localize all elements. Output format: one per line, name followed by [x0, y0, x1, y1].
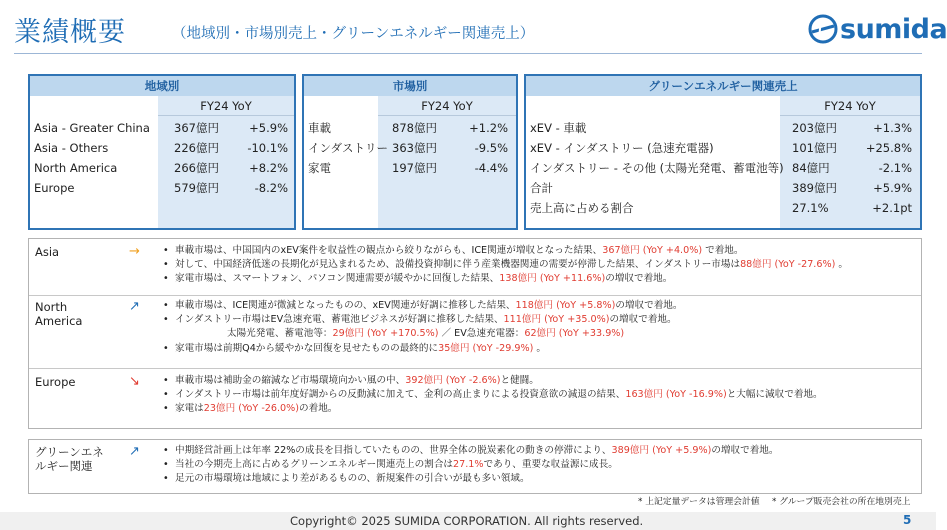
row-name: Europe [34, 181, 75, 195]
green-energy-table-title: グリーンエネルギー関連売上 [526, 76, 920, 96]
logo-text: sumida [840, 13, 947, 45]
commentary-label: North America [35, 300, 83, 328]
green-energy-commentary-box [28, 439, 922, 494]
row-yoy: -4.4% [474, 161, 508, 175]
row-name: xEV - インダストリー (急速充電器) [530, 141, 714, 155]
list-item: • 当社の今期売上高に占めるグリーンエネルギー関連売上の割合は27.1%であり、重要な収益源に成長。 [163, 458, 779, 472]
row-amount: 367億円 [174, 121, 219, 135]
commentary-label: グリーンエネルギー関連 [35, 445, 104, 473]
row-amount: 203億円 [792, 121, 837, 135]
green-energy-table [524, 74, 922, 230]
row-yoy: +25.8% [865, 141, 912, 155]
commentary-label: Asia [35, 245, 60, 259]
table-row [30, 138, 294, 158]
table-row [304, 158, 516, 178]
commentary-list [163, 374, 823, 417]
market-table-title: 市場別 [304, 76, 516, 96]
table-row [30, 158, 294, 178]
regional-commentary-box [28, 238, 922, 429]
footnote: * 上記定量データは管理会計値 [638, 497, 760, 507]
page-subtitle: （地域別・市場別売上・グリーンエネルギー関連売上） [172, 26, 535, 42]
list-item: • 足元の市場環境は地域により差があるものの、新規案件の引合いが最も多い領域。 [163, 472, 779, 486]
table-row [304, 138, 516, 158]
table-row [30, 178, 294, 198]
list-item: • 家電市場は前期Q4から緩やかな回復を見せたものの最終的に35億円 (YoY -29.9%) 。 [163, 342, 682, 356]
table-row [526, 138, 920, 158]
row-yoy: -10.1% [247, 141, 288, 155]
slide-header [0, 0, 947, 60]
row-yoy: +2.1pt [872, 201, 912, 215]
list-item: • インダストリー市場は前年度好調からの反動減に加えて、金利の高止まりによる投資意欲の減退の結果、163億円 (YoY -16.9%)と大幅に減収で着地。 [163, 388, 823, 402]
table-row [526, 198, 920, 218]
row-amount: 197億円 [392, 161, 437, 175]
arrow-right-icon: → [129, 244, 140, 259]
row-name: インダストリー [308, 141, 389, 155]
row-yoy: -8.2% [254, 181, 288, 195]
row-name: 車載 [308, 121, 331, 135]
row-name: インダストリー - その他 (太陽光発電、蓄電池等) [530, 161, 784, 175]
commentary-list [163, 444, 779, 487]
copyright-text: Copyright© 2025 SUMIDA CORPORATION. All rights reserved. [290, 514, 644, 528]
row-yoy: +1.2% [469, 121, 508, 135]
row-amount: 266億円 [174, 161, 219, 175]
arrow-up-right-icon: ↗ [129, 444, 140, 459]
commentary-north-america [29, 296, 921, 368]
list-item: • 中期経営計画上は年率 22%の成長を目指していたものの、世界全体の脱炭素化の動きの停滞により、389億円 (YoY +5.9%)の増収で着地。 [163, 444, 779, 458]
commentary-europe [29, 369, 921, 429]
row-name: Asia - Others [34, 141, 109, 155]
column-header: FY24 YoY [780, 96, 920, 116]
list-item: • 家電は23億円 (YoY -26.0%)の着地。 [163, 402, 823, 416]
row-yoy: +5.9% [873, 181, 912, 195]
company-logo [808, 12, 947, 46]
commentary-asia [29, 239, 921, 295]
row-yoy: +5.9% [249, 121, 288, 135]
list-item: • 車載市場は補助金の縮減など市場環境向かい風の中、392億円 (YoY -2.6%)と健闘。 [163, 374, 823, 388]
row-yoy: -2.1% [878, 161, 912, 175]
list-item-detail: 太陽光発電、蓄電池等：29億円 (YoY +170.5%) ／ EV急速充電器：62億円 (YoY +33.9%) [227, 328, 625, 340]
list-item: • 家電市場は、スマートフォン、パソコン関連需要が緩やかに回復した結果、138億円 (YoY +11.6%)の増収で着地。 [163, 272, 848, 286]
row-amount: 579億円 [174, 181, 219, 195]
list-item: • 対して、中国経済低迷の長期化が見込まれるため、設備投資抑制に伴う産業機器関連の需要が停滞した結果、インダストリー市場は88億円 (YoY -27.6%) 。 [163, 258, 848, 272]
header-divider [14, 53, 922, 54]
row-name: xEV - 車載 [530, 121, 587, 135]
list-item: • 車載市場は、ICE関連が微減となったものの、xEV関連が好調に推移した結果、118億円 (YoY +5.8%)の増収で着地。 [163, 299, 682, 313]
page-title: 業績概要 [14, 17, 126, 48]
table-row [30, 118, 294, 138]
arrow-down-right-icon: ↘ [129, 374, 140, 389]
row-amount: 84億円 [792, 161, 830, 175]
page-number: 5 [903, 513, 912, 527]
arrow-up-right-icon: ↗ [129, 299, 140, 314]
row-yoy: -9.5% [474, 141, 508, 155]
row-name: North America [34, 161, 118, 175]
row-amount: 27.1% [792, 201, 829, 215]
row-amount: 226億円 [174, 141, 219, 155]
market-table [302, 74, 518, 230]
row-name: 合計 [530, 181, 553, 195]
row-name: 売上高に占める割合 [530, 201, 634, 215]
commentary-label: Europe [35, 375, 76, 389]
table-row [526, 178, 920, 198]
region-table-title: 地域別 [30, 76, 294, 96]
row-name: Asia - Greater China [34, 121, 150, 135]
commentary-green-energy [29, 440, 921, 493]
row-amount: 363億円 [392, 141, 437, 155]
row-yoy: +1.3% [873, 121, 912, 135]
row-amount: 878億円 [392, 121, 437, 135]
row-yoy: +8.2% [249, 161, 288, 175]
row-amount: 101億円 [792, 141, 837, 155]
list-item: • 車載市場は、中国国内のxEV案件を収益性の観点から絞りながらも、ICE関連が増収となった結果、367億円 (YoY +4.0%) で着地。 [163, 244, 848, 258]
sumida-logo-icon [808, 14, 838, 44]
table-row [526, 118, 920, 138]
row-name: 家電 [308, 161, 331, 175]
region-table [28, 74, 296, 230]
list-item: • インダストリー市場はEV急速充電、蓄電池ビジネスが好調に推移した結果、111億円 (YoY +35.0%)の増収で着地。 [163, 313, 682, 327]
commentary-list [163, 244, 848, 287]
table-row [526, 158, 920, 178]
footnote: * グループ販売会社の所在地別売上 [772, 497, 911, 507]
row-amount: 389億円 [792, 181, 837, 195]
column-header: FY24 YoY [378, 96, 516, 116]
column-header: FY24 YoY [158, 96, 294, 116]
table-row [304, 118, 516, 138]
commentary-list [163, 299, 682, 356]
